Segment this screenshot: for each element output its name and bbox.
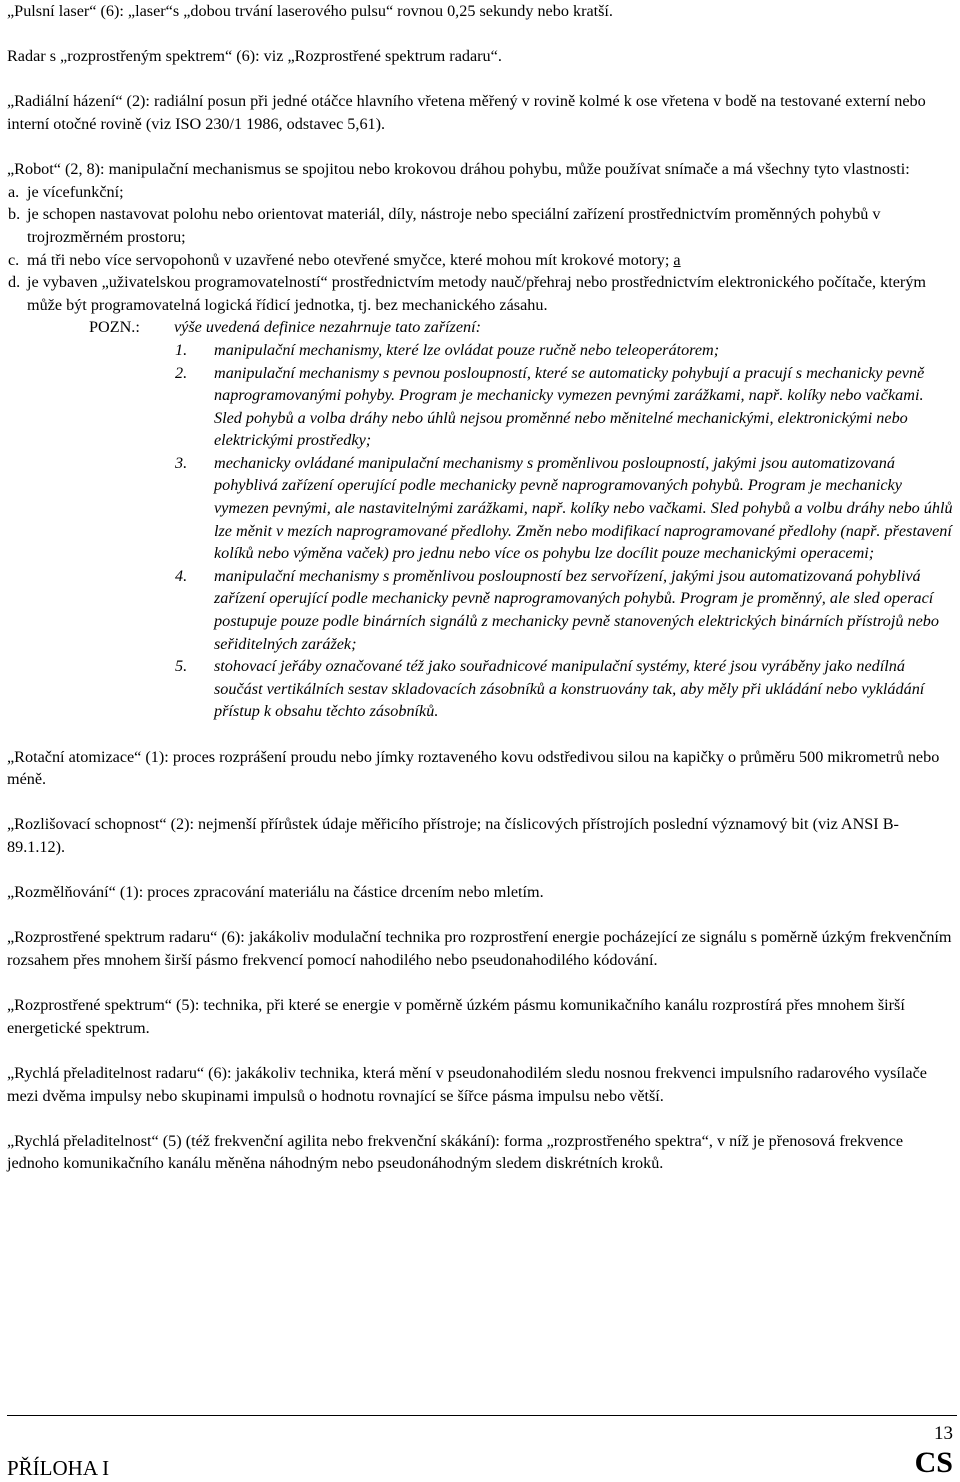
item-label: b. — [8, 205, 21, 224]
robot-item-a — [8, 181, 955, 204]
item-text — [27, 249, 955, 272]
definition-radar-rozprostrene: Radar s „rozprostřeným spektrem“ (6): viz „Rozprostřené spektrum radaru“. — [7, 47, 502, 66]
item-label: 5. — [175, 657, 188, 676]
note-item-1 — [175, 339, 955, 362]
item-text: je vícefunkční; — [27, 182, 124, 201]
robot-item-d — [8, 271, 955, 316]
robot-item-c — [8, 249, 955, 272]
definition-rozmelnovani: „Rozmělňování“ (1): proces zpracování materiálu na částice drcením nebo mletím. — [7, 883, 544, 902]
item-text: manipulační mechanismy s proměnlivou posloupností bez servořízení, jakými jsou automatizovaná pohyblivá zařízení operující podle mechanicky pevně naprogramovaných pohybů. Program je proměnný, ale sled operací postupuje pouze podle binárních signálů z mechanicky pevně stanovených elektrických binárních přístrojů nebo seřiditelných zarážek; — [214, 566, 939, 653]
note-item-5 — [175, 655, 955, 723]
definition-rozlisovaci-schopnost: „Rozlišovací schopnost“ (2): nejmenší přírůstek údaje měřicího přístroje; na číslicových přístrojích poslední významový bit (viz ANSI B- 89.1.12). — [7, 815, 899, 856]
note-label: POZN.: — [89, 318, 140, 337]
definition-rozprostrene-spektrum-radaru: „Rozprostřené spektrum radaru“ (6): jakákoliv modulační technika pro rozprostření energie pocházející ze signálu s poměrně úzkým frekvenčním rozsahem přes mnohem širší pásmo frekvencí pomocí nahodilého nebo pseudonahodilého kódování. — [7, 928, 952, 969]
note-item-3 — [175, 452, 955, 565]
item-label: 2. — [175, 363, 188, 382]
item-text: manipulační mechanismy s pevnou posloupností, které se automaticky pohybují a pracují s mechanicky pevně naprogramovanými pohyby. Program je mechanicky vymezen pevnými zarážkami, např. kolíky nebo vačkami. Sled pohybů a volba dráhy nebo úhlů nejsou proměnné nebo měnitelné mechanickými, elektronickými nebo elektrickými prostředky; — [214, 363, 925, 450]
definition-rotacni-atomizace: „Rotační atomizace“ (1): proces rozprášení proudu nebo jímky roztaveného kovu odstředivou silou na kapičky o průměru 500 mikrometrů nebo méně. — [7, 747, 940, 789]
item-label: c. — [8, 250, 20, 269]
item-text: je schopen nastavovat polohu nebo orientovat materiál, díly, nástroje nebo speciální zařízení prostřednictvím proměnných pohybů v trojrozměrném prostoru; — [27, 205, 881, 246]
footer-divider — [7, 1415, 957, 1416]
item-label: d. — [8, 273, 21, 292]
definition-pulsni-laser: „Pulsní laser“ (6): „laser“s „dobou trvání laserového pulsu“ rovnou 0,25 sekundy nebo kratší. — [7, 2, 613, 20]
language-code: CS — [914, 1446, 953, 1479]
item-label: a. — [8, 182, 20, 201]
robot-intro: „Robot“ (2, 8): manipulační mechanismus se spojitou nebo krokovou dráhou pohybu, může používat snímače a má všechny tyto vlastnosti: — [7, 160, 910, 179]
item-text-body: má tři nebo více servopohonů v uzavřené nebo otevřené smyčce, které mohou mít krokové motory; — [27, 250, 670, 269]
definition-robot — [7, 158, 955, 723]
item-text: stohovací jeřáby označované též jako souřadnicové manipulační systémy, které jsou vyráběny jako nedílná součást vertikálních sestav skladovacích zásobníků a konstruovány tak, aby měly při ukládání nebo vykládání přístup k obsahu těchto zásobníků. — [214, 657, 925, 721]
item-text: je vybaven „uživatelskou programovatelností“ prostřednictvím metody nauč/přehraj nebo prostřednictvím elektronického počítače, kterým může být programovatelná logická řídicí jednotka, tj. bez mechanického zásahu. — [27, 273, 927, 314]
definition-rychla-preladitelnost-radaru: „Rychlá přeladitelnost radaru“ (6): jakákoliv technika, která mění v pseudonahodilém sledu nosnou frekvenci impulsního radarového vysílače mezi dvěma impulsy nebo skupinami impulsů o hodnotu rovnající se šířce pásma impulsu nebo větší. — [7, 1063, 927, 1105]
robot-note — [89, 316, 955, 339]
item-text: manipulační mechanismy, které lze ovládat pouze ručně nebo teleoperátorem; — [214, 340, 720, 359]
definition-radialni-hazeni: „Radiální házení“ (2): radiální posun při jedné otáčce hlavního vřetena měřený v rovině kolmé k ose vřetena v bodě na testované externí nebo interní otočné rovině (viz ISO 230/1 1986, odstavec 5,61). — [7, 92, 926, 133]
robot-item-b — [8, 203, 955, 248]
definition-rychla-preladitelnost: „Rychlá přeladitelnost“ (5) (též frekvenční agilita nebo frekvenční skákání): forma „rozprostřeného spektra“, v níž je přenosová frekvence jednoho komunikačního kanálu měněna náhodným nebo pseudonáhodným sledem diskrétních kroků. — [7, 1131, 904, 1173]
note-item-2 — [175, 362, 955, 452]
conjunction: a — [673, 250, 681, 269]
page-number: 13 — [934, 1423, 953, 1444]
item-label: 4. — [175, 566, 188, 585]
definition-rozprostrene-spektrum: „Rozprostřené spektrum“ (5): technika, při které se energie v poměrně úzkém pásmu komunikačního kanálu rozprostírá přes mnohem širší energetické spektrum. — [7, 996, 905, 1037]
document-page — [7, 0, 955, 1197]
item-label: 1. — [175, 340, 188, 359]
annex-label: PŘÍLOHA I — [7, 1456, 110, 1480]
item-label: 3. — [175, 453, 188, 472]
note-text: výše uvedená definice nezahrnuje tato zařízení: — [174, 318, 482, 337]
item-text: mechanicky ovládané manipulační mechanismy s proměnlivou posloupností, jakými jsou automatizovaná pohyblivá zařízení operující podle mechanicky pevně naprogramovaných pohybů. Program je mechanicky vymezen pevnými, ale nastavitelnými zarážkami, např. kolíky nebo vačkami. Sled pohybů a volbu dráhy nebo úhlů lze měnit v mezích naprogramované předlohy. Změn nebo modifikací naprogramované předlohy (např. přestavení kolíků nebo výměna vaček) pro jednu nebo více os pohybu lze docílit pouze mechanickými operacemi; — [214, 453, 953, 563]
note-item-4 — [175, 565, 955, 655]
